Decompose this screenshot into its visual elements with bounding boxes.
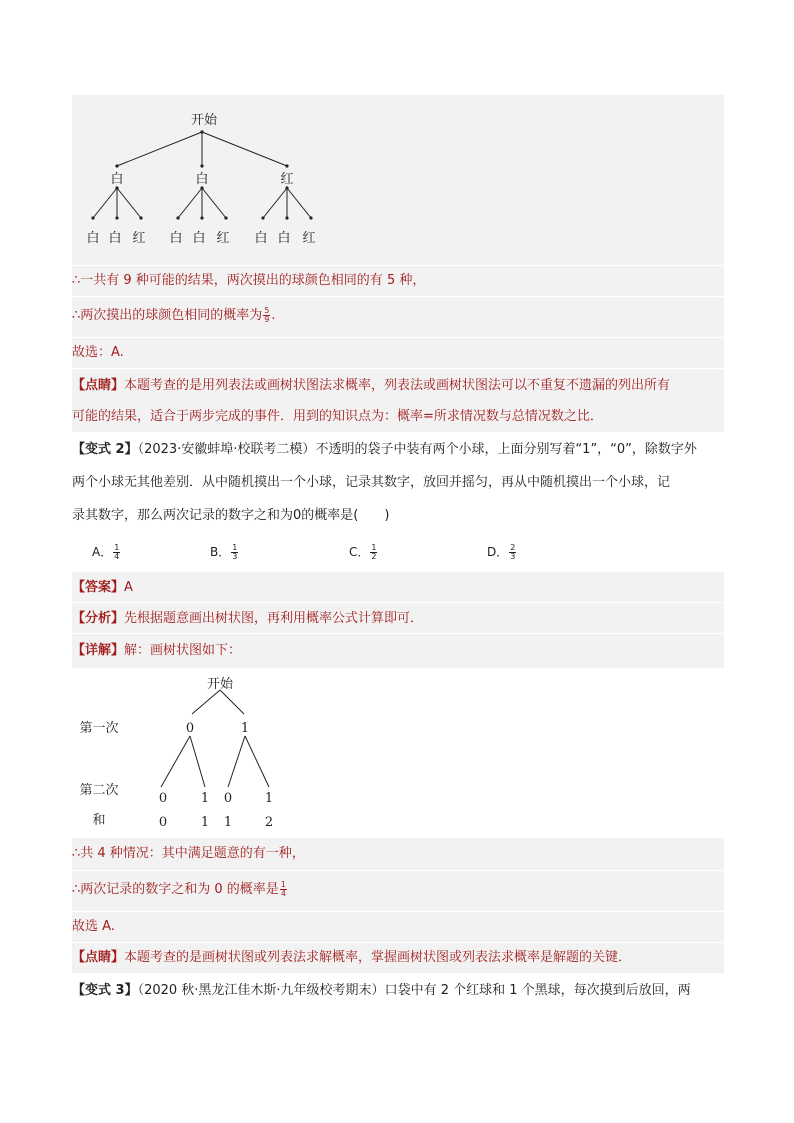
option-label: B．: [210, 545, 231, 559]
q2-tag: 【变式 2】: [72, 442, 138, 457]
q2-text: 两个小球无其他差别．从中随机摸出一个小球，记录其数字，放回并摇匀，再从中随机摸出一个小球，记: [72, 475, 671, 490]
tree2-node: 1: [200, 791, 210, 806]
tree1-node: 白: [110, 172, 124, 187]
fraction-denominator: 9: [264, 315, 270, 324]
q3-tag: 【变式 3】: [72, 983, 138, 998]
tree1-node: 红: [280, 172, 294, 187]
dianjing-text: 本题考查的是用列表法或画树状图法求概率，列表法或画树状图法可以不重复不遗漏的列出所有: [124, 378, 671, 393]
sol1-choose: [72, 343, 124, 363]
sol1-dianjing-line2: [72, 407, 603, 427]
sol1-choose-text: 故选：A.: [72, 345, 124, 360]
sol2-line1-text: ∴共 4 种情况：其中满足题意的有一种，: [72, 846, 305, 861]
tree2-node: 1: [240, 721, 250, 736]
tree2-sum-label: 和: [92, 813, 106, 828]
sol2-line2-text: ∴两次记录的数字之和为 0 的概率是: [72, 882, 279, 897]
fraction-denominator: 3: [232, 552, 238, 561]
option-fraction: [231, 544, 238, 561]
analysis-tag: 【分析】: [72, 611, 125, 626]
tree2-root: 开始: [206, 677, 234, 692]
tree-diagram-1: [72, 100, 372, 255]
tree2-sum: 0: [158, 815, 168, 830]
fraction-denominator: 2: [371, 552, 377, 561]
dianjing-text: 可能的结果，适合于两步完成的事件．用到的知识点为：概率=所求情况数与总情况数之比．: [72, 409, 603, 424]
tree1-leaf: 红: [216, 231, 230, 246]
sol2-choose: [72, 917, 115, 937]
tree1-leaf: 白: [192, 231, 206, 246]
tree1-node: 白: [195, 172, 209, 187]
q2-line3: [72, 506, 389, 526]
tree1-leaf: 红: [302, 231, 316, 246]
tree2-node: 0: [223, 791, 233, 806]
option-fraction: [370, 544, 377, 561]
q3-source: （2020 秋·黑龙江佳木斯·九年级校考期末）: [137, 983, 385, 998]
sol2-detail: [72, 641, 241, 661]
sol1-line1: [72, 271, 425, 291]
fraction-numerator: 1: [232, 543, 238, 552]
dianjing-tag: 【点睛】: [72, 950, 125, 965]
q2-line1: [72, 440, 697, 460]
option-d[interactable]: [487, 543, 517, 561]
sol2-fraction: [280, 881, 287, 898]
sol1-fraction: [263, 307, 270, 324]
dianjing-tag: 【点睛】: [72, 378, 125, 393]
answer-value: A: [124, 580, 133, 595]
tree2-sum: 1: [223, 815, 233, 830]
detail-tag: 【详解】: [72, 643, 125, 658]
q3-line1: [72, 981, 691, 1001]
tree1-leaf: 白: [169, 231, 183, 246]
tree1-root: 开始: [190, 113, 218, 128]
answer-tag: 【答案】: [72, 580, 125, 595]
sol2-dianjing: [72, 948, 631, 968]
sol2-choose-background: [72, 912, 724, 942]
tree2-node: 0: [158, 791, 168, 806]
q2-text: 不透明的袋子中装有两个小球，上面分别写着“1”，“0”，除数字外: [315, 442, 697, 457]
detail-text: 解：画树状图如下：: [124, 643, 242, 658]
sol2-answer-background: [72, 572, 724, 602]
fraction-numerator: 5: [264, 306, 270, 315]
tree1-leaf: 白: [277, 231, 291, 246]
tree1-leaf: 白: [86, 231, 100, 246]
tree1-leaf: 白: [108, 231, 122, 246]
sol1-line1-text: ∴一共有 9 种可能的结果，两次摸出的球颜色相同的有 5 种，: [72, 273, 426, 288]
tree2-sum: 1: [200, 815, 210, 830]
fraction-numerator: 2: [510, 543, 516, 552]
analysis-text: 先根据题意画出树状图，再利用概率公式计算即可．: [124, 611, 424, 626]
tree2-node: 1: [264, 791, 274, 806]
q2-text: 录其数字，那么两次记录的数字之和为0的概率是( ): [72, 508, 390, 523]
option-a[interactable]: [92, 543, 121, 561]
sol2-line2: [72, 880, 288, 900]
sol1-line2-text: ∴两次摸出的球颜色相同的概率为: [72, 308, 263, 323]
q3-text: 口袋中有 2 个红球和 1 个黑球，每次摸到后放回，两: [384, 983, 691, 998]
sol2-line1: [72, 844, 305, 864]
tree2-node: 0: [185, 721, 195, 736]
option-b[interactable]: [210, 543, 239, 561]
sol2-choose-text: 故选 A.: [72, 919, 115, 934]
fraction-numerator: 1: [280, 880, 286, 889]
q2-source: （2023·安徽蚌埠·校联考二模）: [137, 442, 316, 457]
fraction-numerator: 1: [371, 543, 377, 552]
option-label: C．: [349, 545, 370, 559]
tree2-row2-label: 第二次: [79, 783, 119, 798]
option-c[interactable]: [349, 543, 378, 561]
fraction-denominator: 4: [280, 889, 286, 898]
fraction-numerator: 1: [114, 543, 120, 552]
sol2-answer: [72, 578, 133, 598]
tree2-sum: 2: [264, 815, 274, 830]
tree2-row1-label: 第一次: [79, 721, 119, 736]
option-label: D．: [487, 545, 509, 559]
fraction-denominator: 4: [114, 552, 120, 561]
tree1-leaf: 红: [132, 231, 146, 246]
option-fraction: [509, 544, 516, 561]
dianjing-text: 本题考查的是画树状图或列表法求解概率，掌握画树状图或列表法求概率是解题的关键．: [124, 950, 632, 965]
tree-diagram-2: [72, 674, 279, 832]
sol2-analysis: [72, 609, 423, 629]
option-fraction: [113, 544, 120, 561]
sol1-dianjing-line1: [72, 376, 670, 396]
option-label: A．: [92, 545, 113, 559]
fraction-denominator: 3: [510, 552, 516, 561]
tree1-leaf: 白: [254, 231, 268, 246]
sol1-line2: [72, 306, 276, 326]
sol1-line2-end: .: [271, 308, 276, 323]
sol1-choose-background: [72, 338, 724, 368]
q2-line2: [72, 473, 670, 493]
